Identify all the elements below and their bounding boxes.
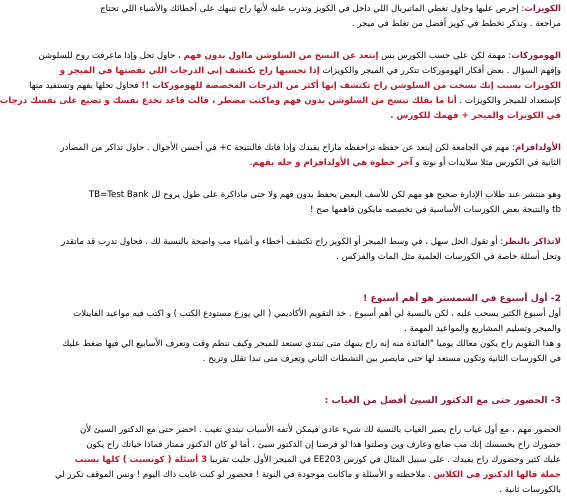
highlight-text: أنا ما بقلك تنسخ من السلوشن بدون فهم وماكنت مضطر ، قالت قاعد تخدع نفسك و تضيع على نفسك درجات — [0, 96, 457, 106]
text-span: فحاول تحلها بفهم وتستفيد منها — [29, 81, 139, 91]
label-homeworks: الهوموركات — [511, 51, 561, 61]
label-dont-study: لاتذاكر بالنظر — [503, 237, 561, 247]
label-old-exams: الأولدافزام — [514, 143, 561, 153]
text-line: : إحرص عليها وحاول تغطي الماتيريال اللي داخل في الكويز وتدرب عليه لأنها راح تنبهك على أخطائك والأشياء اللي تحتاج — [100, 4, 525, 14]
text-span: . ملاحظته و الأسئلة و ماكانت موجودة في النوتة ! فحضور لو كنت غايب ذاك اليوم ! ونس الموقف تكرر لي — [54, 470, 431, 480]
text-span: كإستعداد للميجر والكويزات . — [459, 96, 561, 106]
text-line: في الكورسات الثانية وتكون مستعد لها حتى مايصير بين التشطات الثاني وتعرف متى تبدا تقلل وتريح . — [202, 354, 561, 364]
highlight-text: جملة قالها الدكتور في الكلاس — [433, 470, 561, 480]
paragraph-test-bank — [58, 188, 561, 218]
text-line: بالكورسات ثانية . — [499, 485, 561, 495]
text-line: tb والنتيجة بعض الكورسات الأساسية في تخصصه مايكون فاهمها صح ! — [310, 205, 561, 215]
text-span: : مهمة لكن على حسب الكورس بس — [381, 51, 512, 61]
text-span: عليك كثير وحضورك راح يفيدك . على سبيل المثال في كورس EE203 في الميجر الأول حليت تقريبا — [209, 455, 561, 465]
text-line: و هذا التقويم راح يكون معالك يوميا "الفائدة منه إنه راح ينبهك متى تبتدي تستعد للميجر وكيف تنظم وقت وتعرف الأسابيع الي فيها ضغط عليك — [62, 339, 561, 349]
text-line: وتحل أسئلة خاصة في الكورسات العلمية مثل المات والفزكس . — [336, 252, 561, 262]
section-heading: 3- الحضور حتى مع الدكتور السيئ أفضل من الغياب : — [324, 395, 561, 406]
text-span: ، حاول تحل وإذا ماعرفت روح للسلوشن — [38, 51, 181, 61]
paragraph-old-exams — [58, 141, 561, 171]
text-line: والميجر وتسليم المشاريع والمواعيد المهمة . — [404, 324, 561, 334]
text-line: الحضور مهم ، مع أول غياب راح يصير الغياب بالنسبة لك شيء عادي فيمكن لأتفه الأسباب تبتدي تغيب . احضر حتى مع الدكتور السيئ لأن — [79, 425, 561, 435]
highlight-text: آخر خطوة هي الأولدافزام و حله بفهم — [252, 158, 413, 168]
text-span: . — [249, 158, 253, 168]
paragraph-dont-study-by-looking — [58, 235, 561, 265]
text-span: : أو تقول الحل سهل ، في وسط الميجر أو الكويز راح تكتشف أخطاء و أشياء مب واضحة بالنسبة لك . فحاول تدرب قد ماتقدر — [61, 237, 504, 247]
text-span: : مهم في الجامعة لكن إبتعد عن حفظه تراحفظه ماراح يفيدك وإذا فاتك فالنتيجة c+ في أحسن الأحوال . حاول تذاكر من المصادر — [60, 143, 515, 153]
text-line: وهو منتشر عند طلاب الإدارة صحيح هو مهم لكن للأسف البعض يحفظ بدون فهم ولا حتى ماذاكرة على طول يروح لل TB=Test Bank — [88, 190, 561, 200]
paragraph-quizzes — [58, 2, 561, 32]
paragraph-homeworks — [0, 49, 561, 124]
text-span: وإفهم السؤال . بعض أفكار الهوموركات تتكرر في الميجر والكويزات — [322, 66, 561, 76]
section-first-week — [58, 291, 561, 367]
text-line: حضورك راح يحسسك إنك مب ضايع وعارف وين وصلتوا هذا لو فرضنا إن الدكتور سيئ . أما لو كان الدكتور ممتاز فماذا خياتك راح يكون — [86, 440, 561, 450]
section-attendance — [54, 393, 561, 498]
text-line: أول أسبوع الكثير يسحب عليه ، لكن بالنسبة لي أهم أسبوع . خذ التقويم الأكاديمي ( الي يوزع مستودع الكتب ) و اكتب فيه مواعيد الفاينلات — [73, 309, 561, 319]
text-line: مراجعة . وتذكر تخطط في كويز أفضل من تغلط في ميجر . — [351, 19, 561, 29]
section-heading: 2- أول أسبوع في السمستر هو أهم أسبوع ! — [363, 293, 561, 304]
highlight-text: الكويزات بسبب إنك نسخت من السلوشن — [390, 81, 561, 91]
text-span: الثانية في الكورس مثلا سلايدات أو نوتة و — [415, 158, 561, 168]
highlight-text: 3 أسئلة ( كونسبت ) كلها بسبب — [74, 455, 208, 465]
highlight-text: في الكويزات والميجر + فهمك للكورس . — [390, 111, 561, 121]
highlight-text: راح تكتشف إنها أكثر من الدرجات المخصصة للهوموركات !! — [141, 81, 388, 91]
highlight-text: إذا تحسبها راح تكتشف إني الدرجات اللي تقصتها في الميجر و — [59, 66, 320, 76]
label-quizzes: الكويزات — [524, 4, 561, 14]
highlight-text: إبتعد عن النسخ من السلوشن مااول بدون فهم — [183, 51, 379, 61]
